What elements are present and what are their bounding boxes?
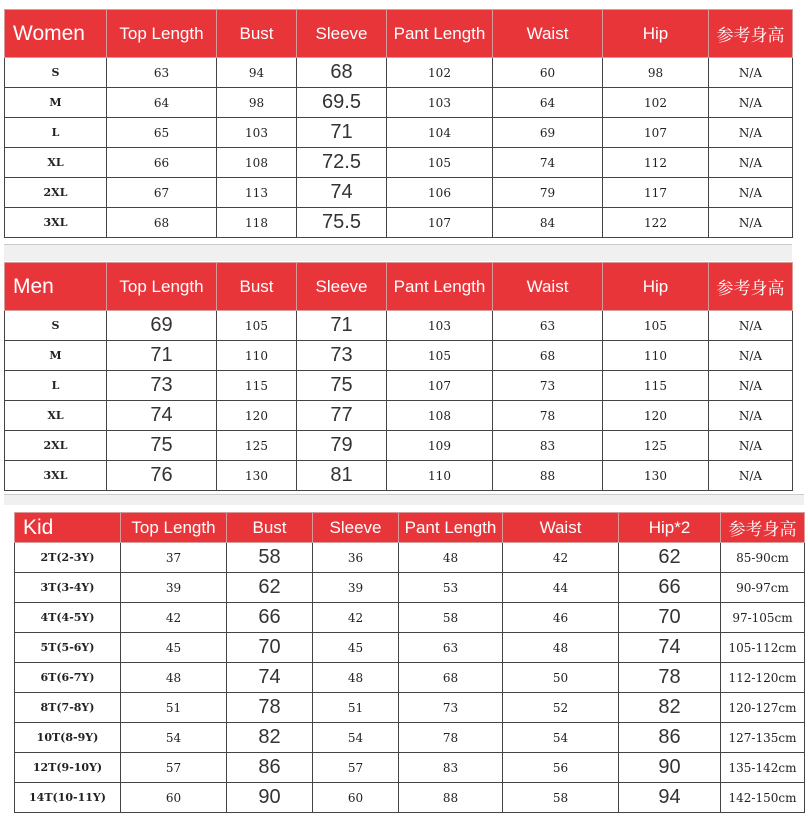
- column-header: Waist: [503, 513, 619, 543]
- section-divider: [4, 244, 792, 261]
- measurement-cell: 68: [297, 58, 387, 88]
- measurement-cell: 115: [217, 371, 297, 401]
- measurement-cell: 58: [399, 603, 503, 633]
- measurement-cell: 60: [493, 58, 603, 88]
- measurement-cell: 83: [399, 753, 503, 783]
- column-header: Waist: [493, 263, 603, 311]
- measurement-cell: 56: [503, 753, 619, 783]
- measurement-cell: 78: [619, 663, 721, 693]
- size-label: 4T(4-5Y): [15, 603, 121, 633]
- kid-size-table-block: [14, 512, 804, 813]
- women-size-table: [4, 9, 793, 238]
- measurement-cell: N/A: [709, 58, 793, 88]
- size-label: 2T(2-3Y): [15, 543, 121, 573]
- men-size-table-block: [4, 262, 792, 491]
- size-label: 3T(3-4Y): [15, 573, 121, 603]
- measurement-cell: 63: [107, 58, 217, 88]
- column-header: 参考身高: [709, 10, 793, 58]
- measurement-cell: 46: [503, 603, 619, 633]
- measurement-cell: 81: [297, 461, 387, 491]
- measurement-cell: 103: [387, 88, 493, 118]
- size-label: 10T(8-9Y): [15, 723, 121, 753]
- measurement-cell: 42: [313, 603, 399, 633]
- section-title: Kid: [15, 513, 121, 543]
- column-header: Pant Length: [387, 10, 493, 58]
- size-label: 5T(5-6Y): [15, 633, 121, 663]
- measurement-cell: 120-127cm: [721, 693, 805, 723]
- measurement-cell: 76: [107, 461, 217, 491]
- size-label: 12T(9-10Y): [15, 753, 121, 783]
- table-row: [5, 208, 793, 238]
- measurement-cell: 102: [387, 58, 493, 88]
- measurement-cell: 142-150cm: [721, 783, 805, 813]
- measurement-cell: 74: [493, 148, 603, 178]
- size-label: L: [5, 118, 107, 148]
- measurement-cell: N/A: [709, 401, 793, 431]
- measurement-cell: 90: [227, 783, 313, 813]
- measurement-cell: 88: [493, 461, 603, 491]
- column-header: Hip: [603, 10, 709, 58]
- size-label: 14T(10-11Y): [15, 783, 121, 813]
- measurement-cell: 105-112cm: [721, 633, 805, 663]
- measurement-cell: 74: [107, 401, 217, 431]
- measurement-cell: 66: [619, 573, 721, 603]
- measurement-cell: 63: [399, 633, 503, 663]
- measurement-cell: 115: [603, 371, 709, 401]
- measurement-cell: 74: [297, 178, 387, 208]
- table-row: [5, 341, 793, 371]
- section-divider: [4, 494, 804, 505]
- size-label: XL: [5, 401, 107, 431]
- measurement-cell: 110: [603, 341, 709, 371]
- measurement-cell: 86: [227, 753, 313, 783]
- size-label: S: [5, 58, 107, 88]
- table-row: [5, 178, 793, 208]
- measurement-cell: 69.5: [297, 88, 387, 118]
- measurement-cell: N/A: [709, 208, 793, 238]
- table-row: [15, 663, 805, 693]
- table-row: [5, 88, 793, 118]
- measurement-cell: 72.5: [297, 148, 387, 178]
- column-header: Top Length: [107, 10, 217, 58]
- measurement-cell: 60: [121, 783, 227, 813]
- column-header: Sleeve: [297, 263, 387, 311]
- measurement-cell: 84: [493, 208, 603, 238]
- measurement-cell: 112: [603, 148, 709, 178]
- measurement-cell: 75: [297, 371, 387, 401]
- size-label: 2XL: [5, 431, 107, 461]
- measurement-cell: 68: [399, 663, 503, 693]
- measurement-cell: 94: [619, 783, 721, 813]
- measurement-cell: 118: [217, 208, 297, 238]
- measurement-cell: 110: [217, 341, 297, 371]
- measurement-cell: 90: [619, 753, 721, 783]
- measurement-cell: 73: [297, 341, 387, 371]
- measurement-cell: 60: [313, 783, 399, 813]
- measurement-cell: 66: [107, 148, 217, 178]
- table-row: [15, 693, 805, 723]
- measurement-cell: 130: [217, 461, 297, 491]
- column-header: Bust: [217, 10, 297, 58]
- measurement-cell: N/A: [709, 148, 793, 178]
- measurement-cell: 82: [619, 693, 721, 723]
- measurement-cell: 48: [399, 543, 503, 573]
- measurement-cell: 103: [217, 118, 297, 148]
- measurement-cell: 108: [217, 148, 297, 178]
- measurement-cell: N/A: [709, 178, 793, 208]
- women-size-table-block: [4, 9, 792, 238]
- table-row: [15, 783, 805, 813]
- measurement-cell: 105: [387, 341, 493, 371]
- table-row: [5, 371, 793, 401]
- measurement-cell: 86: [619, 723, 721, 753]
- measurement-cell: N/A: [709, 311, 793, 341]
- measurement-cell: 79: [493, 178, 603, 208]
- measurement-cell: 102: [603, 88, 709, 118]
- header-row: [5, 10, 793, 58]
- measurement-cell: N/A: [709, 88, 793, 118]
- measurement-cell: 51: [313, 693, 399, 723]
- measurement-cell: 90-97cm: [721, 573, 805, 603]
- size-label: M: [5, 88, 107, 118]
- size-label: M: [5, 341, 107, 371]
- measurement-cell: 74: [619, 633, 721, 663]
- measurement-cell: 62: [619, 543, 721, 573]
- measurement-cell: 77: [297, 401, 387, 431]
- table-row: [15, 753, 805, 783]
- measurement-cell: 70: [227, 633, 313, 663]
- table-row: [5, 311, 793, 341]
- column-header: 参考身高: [721, 513, 805, 543]
- column-header: Bust: [227, 513, 313, 543]
- column-header: Top Length: [121, 513, 227, 543]
- measurement-cell: 69: [493, 118, 603, 148]
- measurement-cell: 94: [217, 58, 297, 88]
- measurement-cell: 70: [619, 603, 721, 633]
- measurement-cell: 106: [387, 178, 493, 208]
- measurement-cell: 98: [217, 88, 297, 118]
- measurement-cell: 73: [493, 371, 603, 401]
- measurement-cell: 117: [603, 178, 709, 208]
- measurement-cell: 71: [297, 311, 387, 341]
- measurement-cell: 85-90cm: [721, 543, 805, 573]
- measurement-cell: 73: [399, 693, 503, 723]
- measurement-cell: 57: [313, 753, 399, 783]
- section-title: Men: [5, 263, 107, 311]
- measurement-cell: 52: [503, 693, 619, 723]
- table-row: [5, 148, 793, 178]
- measurement-cell: 105: [387, 148, 493, 178]
- measurement-cell: 66: [227, 603, 313, 633]
- measurement-cell: 74: [227, 663, 313, 693]
- size-label: 3XL: [5, 461, 107, 491]
- measurement-cell: 107: [387, 371, 493, 401]
- measurement-cell: 88: [399, 783, 503, 813]
- measurement-cell: 50: [503, 663, 619, 693]
- measurement-cell: 103: [387, 311, 493, 341]
- size-label: L: [5, 371, 107, 401]
- measurement-cell: 110: [387, 461, 493, 491]
- measurement-cell: 67: [107, 178, 217, 208]
- measurement-cell: 107: [603, 118, 709, 148]
- size-label: XL: [5, 148, 107, 178]
- men-size-table: [4, 262, 793, 491]
- measurement-cell: 127-135cm: [721, 723, 805, 753]
- measurement-cell: 105: [217, 311, 297, 341]
- column-header: Sleeve: [313, 513, 399, 543]
- measurement-cell: 125: [217, 431, 297, 461]
- measurement-cell: 98: [603, 58, 709, 88]
- measurement-cell: 79: [297, 431, 387, 461]
- measurement-cell: 125: [603, 431, 709, 461]
- measurement-cell: 105: [603, 311, 709, 341]
- measurement-cell: 54: [313, 723, 399, 753]
- measurement-cell: 48: [313, 663, 399, 693]
- table-row: [15, 633, 805, 663]
- measurement-cell: 68: [493, 341, 603, 371]
- measurement-cell: 78: [399, 723, 503, 753]
- table-row: [15, 603, 805, 633]
- measurement-cell: 83: [493, 431, 603, 461]
- measurement-cell: 73: [107, 371, 217, 401]
- size-label: 6T(6-7Y): [15, 663, 121, 693]
- column-header: Waist: [493, 10, 603, 58]
- measurement-cell: 63: [493, 311, 603, 341]
- measurement-cell: 78: [493, 401, 603, 431]
- size-label: 2XL: [5, 178, 107, 208]
- table-row: [15, 573, 805, 603]
- column-header: 参考身高: [709, 263, 793, 311]
- kid-size-table: [14, 512, 805, 813]
- measurement-cell: 75.5: [297, 208, 387, 238]
- table-row: [5, 431, 793, 461]
- measurement-cell: 113: [217, 178, 297, 208]
- measurement-cell: 108: [387, 401, 493, 431]
- measurement-cell: 45: [313, 633, 399, 663]
- header-row: [15, 513, 805, 543]
- measurement-cell: 104: [387, 118, 493, 148]
- measurement-cell: 48: [121, 663, 227, 693]
- column-header: Top Length: [107, 263, 217, 311]
- measurement-cell: 42: [121, 603, 227, 633]
- measurement-cell: 122: [603, 208, 709, 238]
- table-row: [15, 723, 805, 753]
- measurement-cell: 68: [107, 208, 217, 238]
- measurement-cell: 58: [227, 543, 313, 573]
- measurement-cell: N/A: [709, 341, 793, 371]
- measurement-cell: 82: [227, 723, 313, 753]
- size-label: S: [5, 311, 107, 341]
- measurement-cell: N/A: [709, 118, 793, 148]
- measurement-cell: 64: [107, 88, 217, 118]
- measurement-cell: 107: [387, 208, 493, 238]
- measurement-cell: N/A: [709, 461, 793, 491]
- measurement-cell: 36: [313, 543, 399, 573]
- measurement-cell: 54: [503, 723, 619, 753]
- measurement-cell: 45: [121, 633, 227, 663]
- measurement-cell: 65: [107, 118, 217, 148]
- measurement-cell: 71: [297, 118, 387, 148]
- measurement-cell: 48: [503, 633, 619, 663]
- measurement-cell: 120: [217, 401, 297, 431]
- column-header: Pant Length: [399, 513, 503, 543]
- measurement-cell: 53: [399, 573, 503, 603]
- measurement-cell: N/A: [709, 371, 793, 401]
- measurement-cell: 109: [387, 431, 493, 461]
- measurement-cell: 120: [603, 401, 709, 431]
- measurement-cell: 64: [493, 88, 603, 118]
- measurement-cell: 71: [107, 341, 217, 371]
- table-row: [5, 58, 793, 88]
- measurement-cell: 39: [121, 573, 227, 603]
- column-header: Sleeve: [297, 10, 387, 58]
- size-label: 8T(7-8Y): [15, 693, 121, 723]
- measurement-cell: 135-142cm: [721, 753, 805, 783]
- size-label: 3XL: [5, 208, 107, 238]
- measurement-cell: 58: [503, 783, 619, 813]
- measurement-cell: 37: [121, 543, 227, 573]
- column-header: Hip: [603, 263, 709, 311]
- measurement-cell: 54: [121, 723, 227, 753]
- measurement-cell: 44: [503, 573, 619, 603]
- header-row: [5, 263, 793, 311]
- measurement-cell: 75: [107, 431, 217, 461]
- section-title: Women: [5, 10, 107, 58]
- table-row: [5, 118, 793, 148]
- measurement-cell: 130: [603, 461, 709, 491]
- column-header: Hip*2: [619, 513, 721, 543]
- measurement-cell: 112-120cm: [721, 663, 805, 693]
- measurement-cell: 42: [503, 543, 619, 573]
- measurement-cell: 97-105cm: [721, 603, 805, 633]
- measurement-cell: 57: [121, 753, 227, 783]
- column-header: Bust: [217, 263, 297, 311]
- table-row: [5, 461, 793, 491]
- table-row: [5, 401, 793, 431]
- measurement-cell: 69: [107, 311, 217, 341]
- measurement-cell: 78: [227, 693, 313, 723]
- measurement-cell: N/A: [709, 431, 793, 461]
- table-row: [15, 543, 805, 573]
- measurement-cell: 39: [313, 573, 399, 603]
- measurement-cell: 51: [121, 693, 227, 723]
- column-header: Pant Length: [387, 263, 493, 311]
- measurement-cell: 62: [227, 573, 313, 603]
